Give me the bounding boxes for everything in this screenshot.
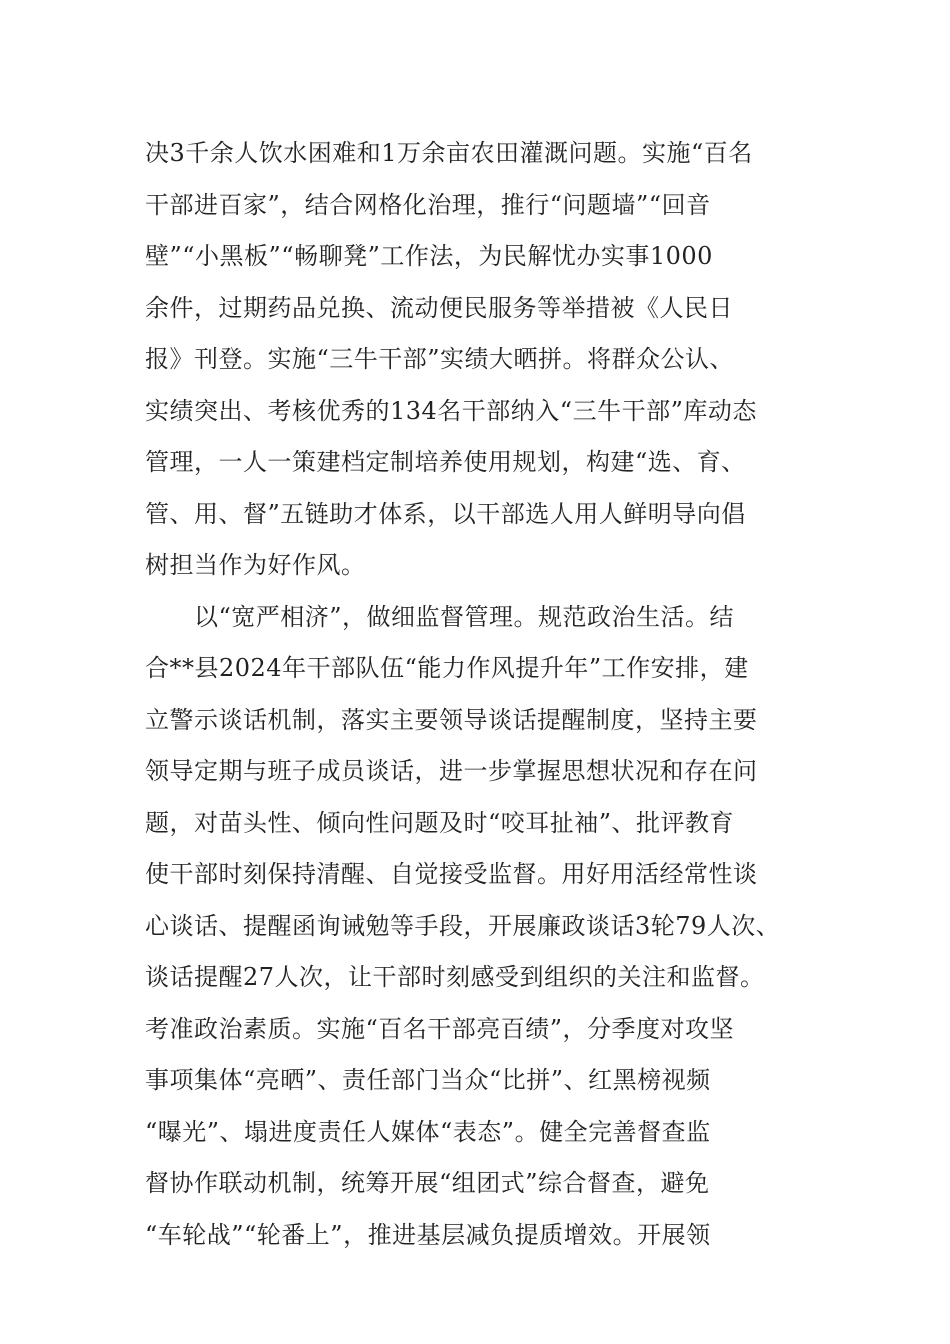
text-line: “车轮战”“轮番上”，推进基层减负提质增效。开展领 — [145, 1220, 711, 1249]
text-line: 树担当作为好作风。 — [145, 551, 366, 579]
text-line: 决3千余人饮水困难和1万余亩农田灌溉问题。实施“百名 — [145, 139, 753, 167]
text-line: “曝光”、塌进度责任人媒体“表态”。健全完善督查监 — [145, 1117, 711, 1146]
text-line: 事项集体“亮晒”、责任部门当众“比拼”、红黑榜视频 — [145, 1066, 711, 1094]
text-line: 使干部时刻保持清醒、自觉接受监督。用好用活经常性谈 — [145, 860, 758, 888]
text-line: 督协作联动机制，统筹开展“组团式”综合督查，避免 — [145, 1169, 710, 1197]
text-line: 管、用、督”五链助才体系，以干部选人用人鲜明导向倡 — [145, 499, 746, 528]
text-line: 合**县2024年干部队伍“能力作风提升年”工作安排，建 — [145, 654, 749, 682]
text-line: 管理，一人一策建档定制培养使用规划，构建“选、育、 — [145, 448, 746, 476]
text-line: 题，对苗头性、倾向性问题及时“咬耳扯袖”、批评教育 — [145, 808, 735, 837]
text-line: 干部进百家”，结合网格化治理，推行“问题墙”“回音 — [145, 190, 711, 219]
text-line: 立警示谈话机制，落实主要领导谈话提醒制度，坚持主要 — [145, 705, 758, 734]
text-line: 壁”“小黑板”“畅聊凳”工作法，为民解忧办实事1000 — [145, 242, 713, 270]
text-line: 以“宽严相济”，做细监督管理。规范政治生活。结 — [145, 602, 735, 631]
text-line: 报》刊登。实施“三牛干部”实绩大晒拼。将群众公认、 — [145, 345, 735, 373]
document-body — [145, 128, 807, 1261]
text-line: 谈话提醒27人次，让干部时刻感受到组织的关注和监督。 — [145, 963, 765, 991]
text-line: 领导定期与班子成员谈话，进一步掌握思想状况和存在问 — [145, 757, 758, 785]
text-line: 实绩突出、考核优秀的134名干部纳入“三牛干部”库动态 — [145, 396, 757, 425]
text-line: 余件，过期药品兑换、流动便民服务等举措被《人民日 — [145, 293, 733, 322]
text-line: 考准政治素质。实施“百名干部亮百绩”，分季度对攻坚 — [145, 1014, 735, 1043]
text-line: 心谈话、提醒函询诫勉等手段，开展廉政谈话3轮79人次、 — [145, 911, 781, 940]
